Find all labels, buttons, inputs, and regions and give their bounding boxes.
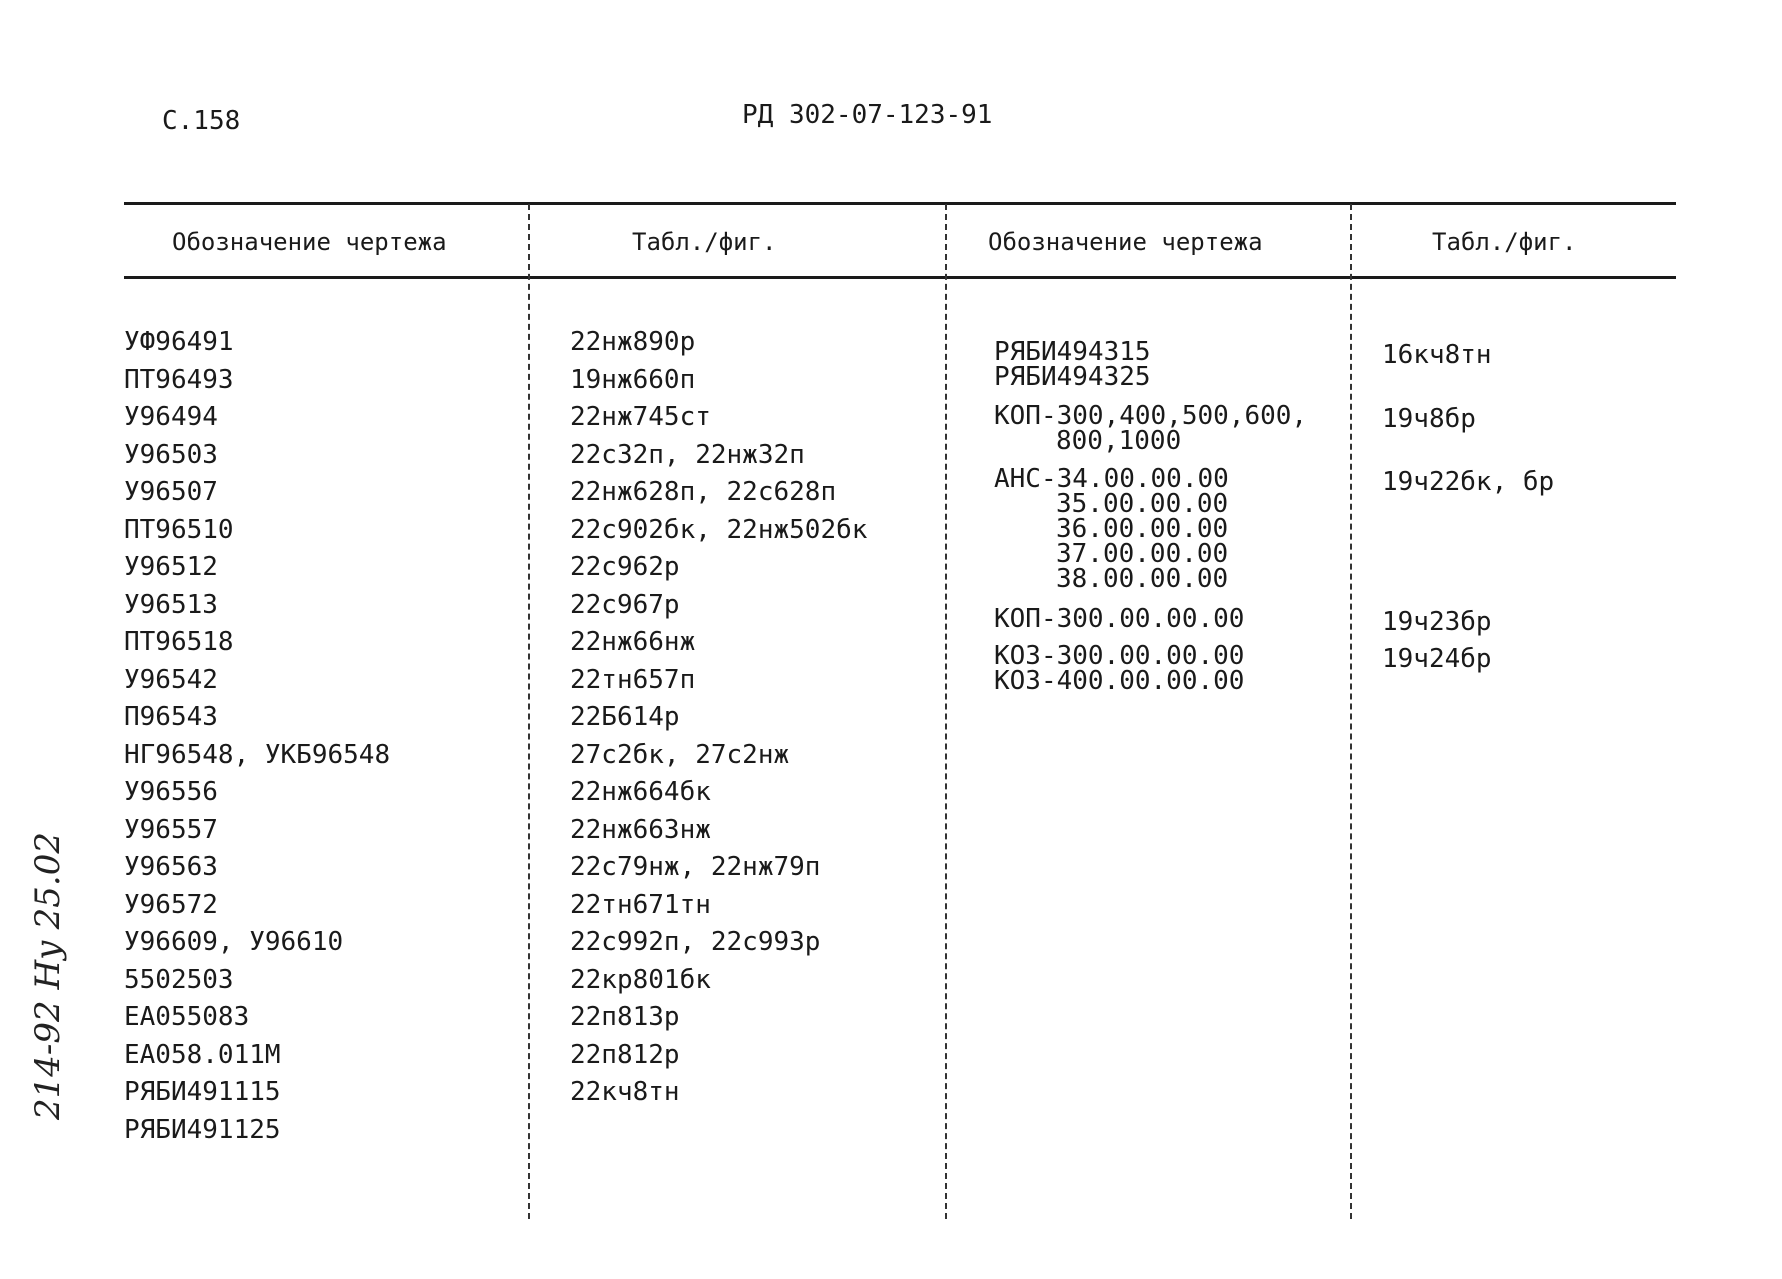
left-figs-column <box>570 324 867 1112</box>
column-header-fig-1: Табл./фиг. <box>632 228 777 256</box>
right-group-2-fig: 19ч8бр <box>1382 404 1476 434</box>
table-cell: 27с2бк, 27с2нж <box>570 739 790 770</box>
table-cell: 22нж663нж <box>570 814 711 845</box>
right-group-4-drawings <box>994 604 1245 634</box>
table-cell: 22п812р <box>570 1039 680 1070</box>
table-cell: У96609, У96610 <box>124 927 344 957</box>
table-cell: 22с32п, 22нж32п <box>570 439 805 470</box>
left-drawings-column <box>124 324 390 1149</box>
column-divider-2 <box>945 204 947 1219</box>
column-header-fig-2: Табл./фиг. <box>1432 228 1577 256</box>
table-cell: РЯБИ491125 <box>124 1114 281 1145</box>
table-cell: 22кр801бк <box>570 964 711 995</box>
table-cell: 22с79нж, 22нж79п <box>570 852 821 882</box>
table-cell: КОП-300,400,500,600, <box>994 401 1308 431</box>
table-cell: ПТ96510 <box>124 514 234 545</box>
right-group-2-drawings <box>994 401 1308 456</box>
table-cell: 22нж745ст <box>570 402 711 432</box>
table-cell: У96503 <box>124 439 218 470</box>
column-header-drawing-2: Обозначение чертежа <box>988 228 1263 256</box>
table-cell: 22тн657п <box>570 664 696 695</box>
right-group-3-drawings <box>994 464 1229 594</box>
table-cell: ПТ96493 <box>124 364 234 395</box>
table-cell: 22нж628п, 22с628п <box>570 477 837 507</box>
table-cell: У96494 <box>124 402 218 432</box>
table-cell: У96513 <box>124 589 218 620</box>
table-cell: У96542 <box>124 664 218 695</box>
table-cell: П96543 <box>124 702 218 732</box>
table-cell: У96572 <box>124 889 218 920</box>
table-cell: 22с992п, 22с993р <box>570 927 821 957</box>
table-cell: 37.00.00.00 <box>1056 539 1229 569</box>
table-cell: РЯБИ494315 <box>994 337 1151 367</box>
table-cell: 19нж660п <box>570 364 696 395</box>
right-group-3-fig: 19ч22бк, бр <box>1382 467 1555 497</box>
table-cell: 800,1000 <box>1056 426 1182 456</box>
column-divider-1 <box>528 204 530 1219</box>
table-top-rule <box>124 202 1676 205</box>
column-header-drawing-1: Обозначение чертежа <box>172 228 447 256</box>
right-group-4-fig: 19ч23бр <box>1382 607 1492 637</box>
table-cell: АНС-34.00.00.00 <box>994 464 1229 494</box>
table-cell: КОЗ-400.00.00.00 <box>994 666 1245 696</box>
table-cell: ЕА055083 <box>124 1002 250 1032</box>
table-cell: 22с962р <box>570 552 680 582</box>
right-group-1-fig: 16кч8тн <box>1382 340 1492 370</box>
table-cell: 36.00.00.00 <box>1056 514 1229 544</box>
table-cell: 22с902бк, 22нж502бк <box>570 514 868 545</box>
table-cell: ПТ96518 <box>124 627 234 657</box>
right-group-1-drawings <box>994 337 1151 392</box>
table-cell: У96557 <box>124 814 218 845</box>
table-cell: 22тн671тн <box>570 889 711 920</box>
table-cell: РЯБИ494325 <box>994 362 1151 392</box>
table-cell: У96512 <box>124 552 218 582</box>
table-cell: УФ96491 <box>124 327 234 357</box>
table-cell: 5502503 <box>124 964 234 995</box>
right-group-5-drawings <box>994 641 1245 696</box>
table-cell: У96563 <box>124 852 218 882</box>
document-code: РД 302-07-123-91 <box>742 100 993 130</box>
table-cell: КОЗ-300.00.00.00 <box>994 641 1245 671</box>
page-number: С.158 <box>162 106 241 136</box>
table-cell: ЕА058.011М <box>124 1039 281 1070</box>
handwritten-margin-note: 214-92 Ну 25.02 <box>28 832 68 1120</box>
table-cell: 22нж664бк <box>570 777 711 807</box>
table-cell: 35.00.00.00 <box>1056 489 1229 519</box>
right-group-5-fig: 19ч24бр <box>1382 644 1492 674</box>
table-cell: 38.00.00.00 <box>1056 564 1229 594</box>
table-cell: 22Б614р <box>570 702 680 732</box>
table-cell: РЯБИ491115 <box>124 1077 281 1107</box>
column-divider-3 <box>1350 204 1352 1219</box>
table-cell: У96556 <box>124 777 218 807</box>
table-header-rule <box>124 276 1676 279</box>
table-cell: КОП-300.00.00.00 <box>994 604 1245 634</box>
table-cell: 22кч8тн <box>570 1077 680 1107</box>
table-cell: 22нж890р <box>570 327 696 357</box>
table-cell: У96507 <box>124 477 218 507</box>
table-cell: НГ96548, УКБ96548 <box>124 739 391 770</box>
table-cell: 22с967р <box>570 589 680 620</box>
table-cell: 22п813р <box>570 1002 680 1032</box>
table-cell: 22нж66нж <box>570 627 696 657</box>
